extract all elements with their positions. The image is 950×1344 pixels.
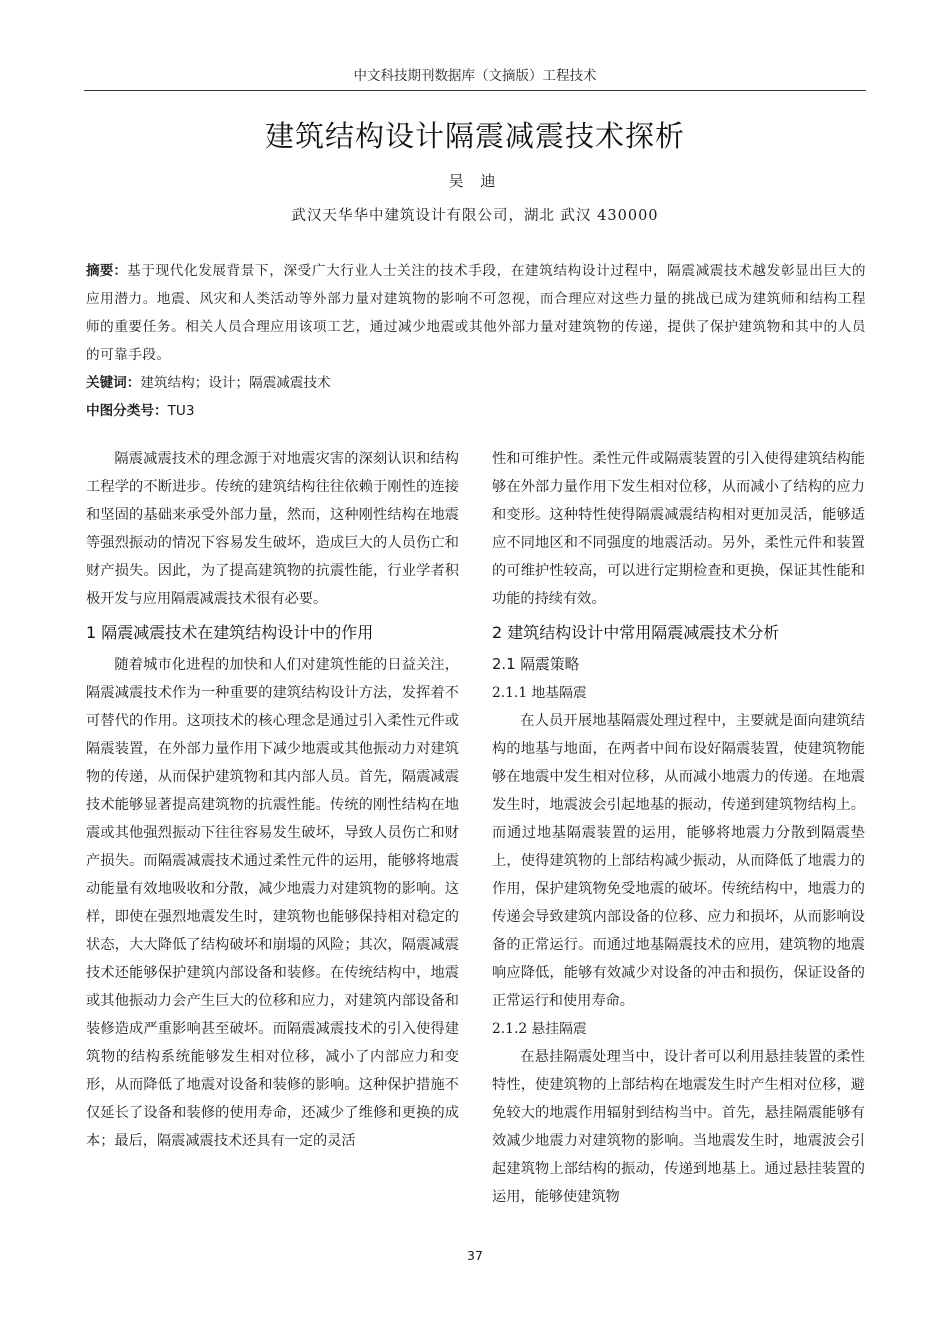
article-title: 建筑结构设计隔震减震技术探析	[264, 119, 685, 153]
clc-text: TU3	[167, 403, 195, 419]
running-header: 中文科技期刊数据库（文摘版）工程技术	[84, 64, 866, 91]
keywords-text: 建筑结构；设计；隔震减震技术	[140, 375, 331, 391]
section-2-1-heading: 2.1 隔震策略	[492, 656, 580, 673]
keywords-label: 关键词：	[86, 375, 141, 391]
front-matter	[86, 257, 866, 425]
left-column	[86, 445, 459, 1155]
clc	[86, 397, 866, 425]
article-affiliation: 武汉天华华中建筑设计有限公司，湖北 武汉 430000	[291, 208, 659, 224]
keywords	[86, 369, 866, 397]
clc-label: 中图分类号：	[86, 403, 168, 419]
section-1-continued: 性和可维护性。柔性元件或隔震装置的引入使得建筑结构能够在外部力量作用下发生相对位移，从而减小了结构的应力和变形。这种特性使得隔震减震结构相对更加灵活，能够适应不同地区和不同强度的地震活动。另外，柔性元件和装置的可维护性较高，可以进行定期检查和更换，保证其性能和功能的持续有效。	[492, 451, 865, 607]
section-2-1-1-heading: 2.1.1 地基隔震	[492, 685, 587, 701]
intro-paragraph: 隔震减震技术的理念源于对地震灾害的深刻认识和结构工程学的不断进步。传统的建筑结构往往依赖于刚性的连接和坚固的基础来承受外部力量，然而，这种刚性结构在地震等强烈振动的情况下容易发生破坏，造成巨大的人员伤亡和财产损失。因此，为了提高建筑物的抗震性能，行业学者积极开发与应用隔震减震技术很有必要。	[86, 451, 459, 607]
article-author: 吴 迪	[448, 172, 502, 190]
page-number: 37	[467, 1248, 483, 1263]
section-2-1-2-paragraph: 在悬挂隔震处理当中，设计者可以利用悬挂装置的柔性特性，使建筑物的上部结构在地震发生时产生相对位移，避免较大的地震作用辐射到结构当中。首先，悬挂隔震能够有效减少地震力对建筑物的影响。当地震发生时，地震波会引起建筑物上部结构的振动，传递到地基上。通过悬挂装置的运用，能够使建筑物	[492, 1049, 865, 1205]
abstract-text: 基于现代化发展背景下，深受广大行业人士关注的技术手段，在建筑结构设计过程中，隔震减震技术越发彰显出巨大的应用潜力。地震、风灾和人类活动等外部力量对建筑物的影响不可忽视，而合理应对这些力量的挑战已成为建筑师和结构工程师的重要任务。相关人员合理应用该项工艺，通过减少地震或其他外部力量对建筑物的传递，提供了保护建筑物和其中的人员的可靠手段。	[86, 263, 867, 363]
right-column	[492, 445, 865, 1211]
section-2-1-2-heading: 2.1.2 悬挂隔震	[492, 1021, 587, 1037]
abstract	[86, 257, 866, 369]
section-2-1-1-paragraph: 在人员开展地基隔震处理过程中，主要就是面向建筑结构的地基与地面，在两者中间布设好隔震装置，使建筑物能够在地震中发生相对位移，从而减小地震力的传递。在地震发生时，地震波会引起地基的振动，传递到建筑物结构上。而通过地基隔震装置的运用，能够将地震力分散到隔震垫上，使得建筑物的上部结构减少振动，从而降低了地震力的作用，保护建筑物免受地震的破坏。传统结构中，地震力的传递会导致建筑内部设备的位移、应力和损坏，从而影响设备的正常运行。而通过地基隔震技术的应用，建筑物的地震响应降低，能够有效减少对设备的冲击和损伤，保证设备的正常运行和使用寿命。	[492, 713, 865, 1009]
section-1-heading: 1 隔震减震技术在建筑结构设计中的作用	[86, 623, 374, 642]
abstract-label: 摘要：	[86, 263, 128, 279]
section-2-heading: 2 建筑结构设计中常用隔震减震技术分析	[492, 623, 780, 642]
section-1-paragraph: 随着城市化进程的加快和人们对建筑性能的日益关注，隔震减震技术作为一种重要的建筑结构设计方法，发挥着不可替代的作用。这项技术的核心理念是通过引入柔性元件或隔震装置，在外部力量作用下减少地震或其他振动力对建筑物的传递，从而保护建筑物和其内部人员。首先，隔震减震技术能够显著提高建筑物的抗震性能。传统的刚性结构在地震或其他强烈振动下往往容易发生破坏，导致人员伤亡和财产损失。而隔震减震技术通过柔性元件的运用，能够将地震动能量有效地吸收和分散，减少地震力对建筑物的影响。这样，即使在强烈地震发生时，建筑物也能够保持相对稳定的状态，大大降低了结构破坏和崩塌的风险；其次，隔震减震技术还能够保护建筑内部设备和装修。在传统结构中，地震或其他振动力会产生巨大的位移和应力，对建筑内部设备和装修造成严重影响甚至破坏。而隔震减震技术的引入使得建筑物的结构系统能够发生相对位移，减小了内部应力和变形，从而降低了地震对设备和装修的影响。这种保护措施不仅延长了设备和装修的使用寿命，还减少了维修和更换的成本；最后，隔震减震技术还具有一定的灵活	[86, 657, 459, 1149]
